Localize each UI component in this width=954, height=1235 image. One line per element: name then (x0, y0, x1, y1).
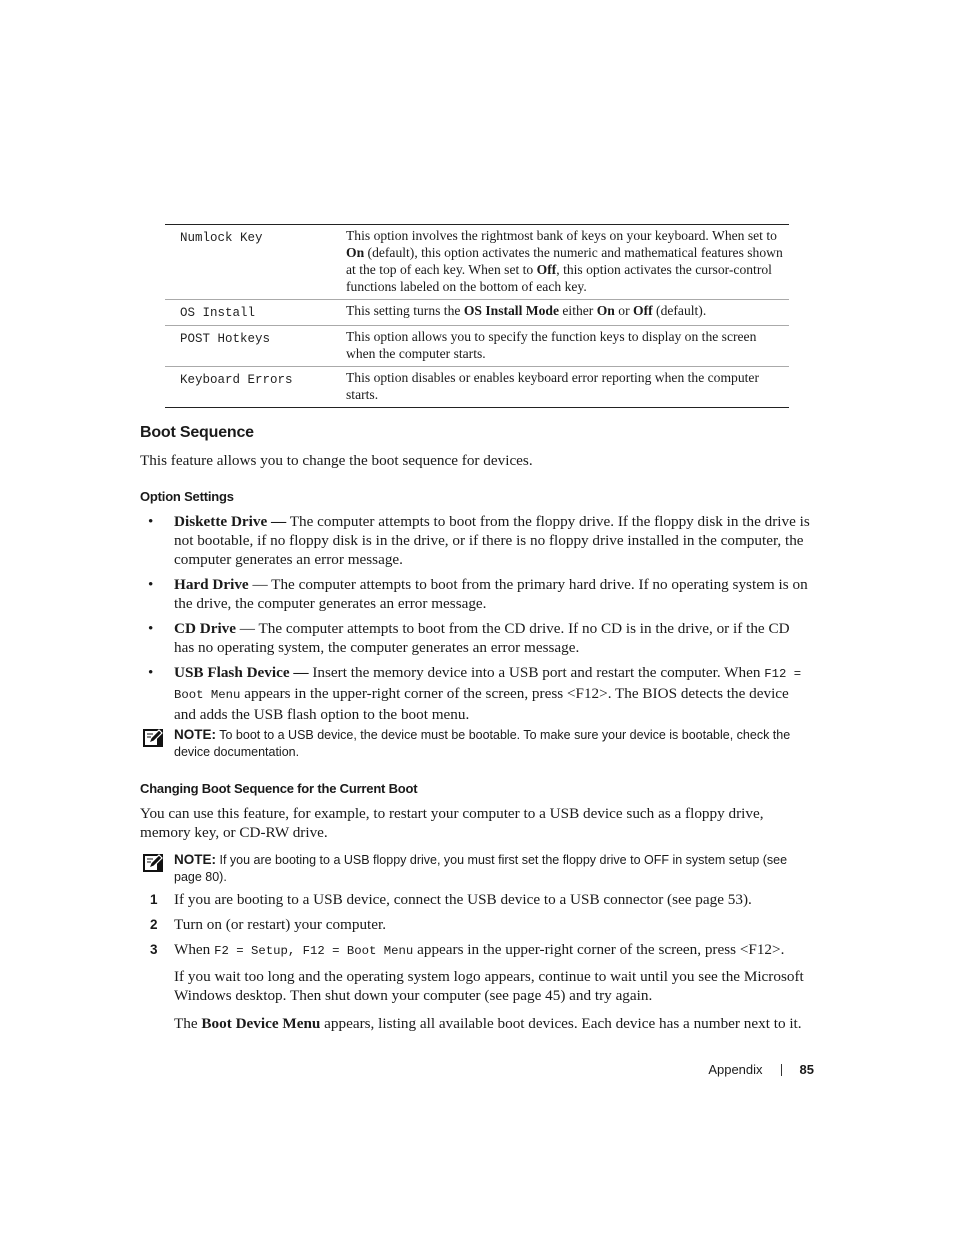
option-name: POST Hotkeys (180, 332, 271, 346)
footer-section: Appendix (708, 1062, 763, 1077)
step-detail: The Boot Device Menu appears, listing all available boot devices. Each device has a number next to it. (174, 1015, 802, 1032)
note-callout: NOTE: If you are booting to a USB floppy drive, you must first set the floppy drive to OFF in system setup (see page 80). (140, 851, 812, 886)
list-item: 3 When F2 = Setup, F12 = Boot Menu appears in the upper-right corner of the screen, press <F12>. If you wait too long and the operating system logo appears, continue to wait until you see the Microsoft Windows desktop. Then shut down your computer (see page 45) and try again. The Boot Device Menu appears, listing all available boot devices. Each device has a number next to it. (140, 940, 812, 1033)
table-row (165, 326, 789, 367)
list-item: 1 If you are booting to a USB device, connect the USB device to a USB connector (see page 53). (150, 891, 752, 908)
list-item: • Hard Drive — The computer attempts to boot from the primary hard drive. If no operating system is on the drive, the computer generates an error message. (148, 576, 808, 612)
option-description: This option allows you to specify the function keys to display on the screen when the computer starts. (346, 329, 757, 361)
procedure-steps (140, 890, 812, 1039)
footer-divider (781, 1064, 782, 1076)
option-description: This setting turns the OS Install Mode either On or Off (default). (346, 303, 707, 318)
option-description: This option disables or enables keyboard error reporting when the computer starts. (346, 370, 759, 402)
note-callout: NOTE: To boot to a USB device, the device must be bootable. To make sure your device is bootable, check the device documentation. (140, 726, 812, 761)
section-intro: This feature allows you to change the boot sequence for devices. (140, 452, 533, 469)
table-row (165, 225, 789, 300)
subsection-heading: Option Settings (140, 489, 234, 504)
bios-options-table (165, 224, 789, 408)
section-intro: You can use this feature, for example, to restart your computer to a USB device such as a floppy drive, memory key, or CD-RW drive. (140, 805, 764, 841)
note-pencil-icon (143, 854, 163, 872)
section-heading: Boot Sequence (140, 424, 254, 441)
note-pencil-icon (143, 729, 163, 747)
list-item: • Diskette Drive — The computer attempts to boot from the floppy drive. If the floppy disk in the drive is not bootable, if no floppy disk is in the drive, or if there is no floppy drive installed in the computer, the computer generates an error message. (148, 513, 810, 568)
list-item: 2 Turn on (or restart) your computer. (150, 916, 387, 933)
list-item: • USB Flash Device — Insert the memory device into a USB port and restart the computer. When F12 = Boot Menu appears in the upper-right corner of the screen, press <F12>. The BIOS detects the device and adds the USB flash option to the boot menu. (148, 664, 802, 723)
option-description: This option involves the rightmost bank of keys on your keyboard. When set to On (default), this option activates the numeric and mathematical features shown at the top of each key. When set to Off, this option activates the cursor-control functions labeled on the bottom of each key. (346, 228, 783, 294)
option-settings-list (140, 512, 812, 730)
list-item: • CD Drive — The computer attempts to boot from the CD drive. If no CD is in the drive, or if the CD has no operating system, the computer generates an error message. (148, 620, 790, 656)
page-footer (708, 1062, 814, 1077)
option-name: OS Install (180, 306, 256, 320)
table-row (165, 300, 789, 326)
step-detail: If you wait too long and the operating system logo appears, continue to wait until you see the Microsoft Windows desktop. Then shut down your computer (see page 45) and try again. (174, 968, 804, 1004)
page-number: 85 (799, 1062, 814, 1077)
option-name: Numlock Key (180, 231, 263, 245)
subsection-heading: Changing Boot Sequence for the Current Boot (140, 781, 418, 796)
option-name: Keyboard Errors (180, 373, 293, 387)
table-row (165, 367, 789, 407)
